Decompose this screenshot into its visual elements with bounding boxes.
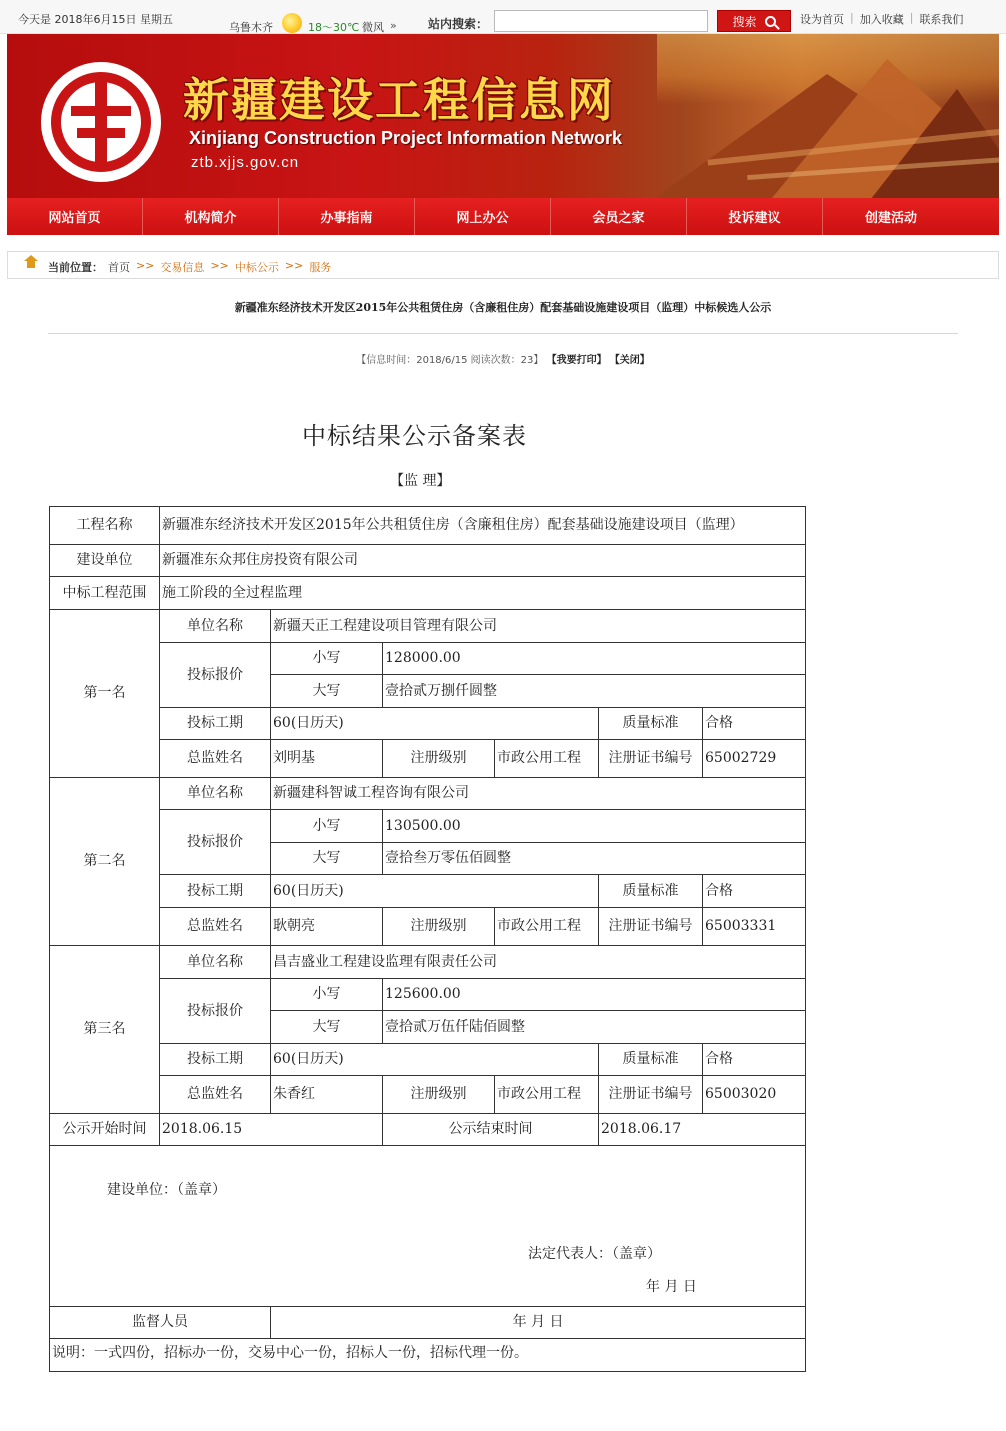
nav-item-members[interactable]: 会员之家 <box>551 198 687 235</box>
table-row <box>50 946 806 979</box>
candidate-bid-big: 壹拾贰万伍仟陆佰圆整 <box>383 1011 806 1044</box>
site-banner <box>7 34 999 198</box>
site-logo[interactable] <box>41 62 161 182</box>
big-label: 大写 <box>271 1011 383 1044</box>
site-title: 新疆建设工程信息网 <box>183 73 615 127</box>
monitor-label: 监督人员 <box>50 1307 271 1339</box>
candidate-cert-no: 65002729 <box>703 740 806 778</box>
logo-bar <box>77 128 125 138</box>
small-label: 小写 <box>271 810 383 843</box>
search-button[interactable] <box>717 10 791 32</box>
candidate-quality: 合格 <box>703 1044 806 1076</box>
quality-label: 质量标准 <box>599 1044 703 1076</box>
scope-label: 中标工程范围 <box>50 577 160 610</box>
big-label: 大写 <box>271 843 383 875</box>
candidate-reg-level: 市政公用工程 <box>495 1076 599 1114</box>
table-row <box>50 740 806 778</box>
article-info: 【信息时间：2018/6/15 阅读次数：23】 <box>356 355 544 366</box>
breadcrumb-separator: >> <box>136 259 155 272</box>
breadcrumb-item-award[interactable]: 中标公示 <box>234 261 279 274</box>
article-title: 新疆准东经济技术开发区2015年公共租赁住房（含廉租住房）配套基础设施建设项目（监理）中标候选人公示 <box>234 301 772 314</box>
top-links <box>800 11 963 27</box>
reg-level-label: 注册级别 <box>383 740 495 778</box>
quality-label: 质量标准 <box>599 875 703 908</box>
duration-label: 投标工期 <box>160 1044 271 1076</box>
candidate-quality: 合格 <box>703 875 806 908</box>
quality-label: 质量标准 <box>599 708 703 740</box>
bid-label: 投标报价 <box>160 979 271 1044</box>
candidate-duration: 60(日历天) <box>271 875 599 908</box>
table-row <box>50 875 806 908</box>
candidate-reg-level: 市政公用工程 <box>495 908 599 946</box>
candidate-reg-level: 市政公用工程 <box>495 740 599 778</box>
candidate-rank: 第一名 <box>50 610 160 778</box>
reg-level-label: 注册级别 <box>383 1076 495 1114</box>
logo-bar <box>95 80 107 164</box>
table-row <box>50 1146 806 1307</box>
builder-label: 建设单位 <box>50 545 160 577</box>
top-bar <box>0 0 1006 34</box>
article-meta <box>0 351 1006 366</box>
table-row <box>50 908 806 946</box>
duration-label: 投标工期 <box>160 875 271 908</box>
breadcrumb-separator: >> <box>284 259 304 272</box>
add-favorite-link[interactable]: 加入收藏 <box>859 13 904 26</box>
table-row <box>50 1307 806 1339</box>
sign-builder: 建设单位：（盖章） <box>107 1182 226 1198</box>
breadcrumb-separator: >> <box>210 259 229 272</box>
cert-no-label: 注册证书编号 <box>599 740 703 778</box>
site-domain: ztb.xjjs.gov.cn <box>191 154 300 171</box>
end-value: 2018.06.17 <box>599 1114 806 1146</box>
candidate-cert-no: 65003020 <box>703 1076 806 1114</box>
project-name-value: 新疆准东经济技术开发区2015年公共租赁住房（含廉租住房）配套基础设施建设项目（监理） <box>160 507 806 545</box>
table-row <box>50 545 806 577</box>
supervisor-label: 总监姓名 <box>160 908 271 946</box>
project-name-label: 工程名称 <box>50 507 160 545</box>
close-link[interactable]: 【关闭】 <box>609 355 650 366</box>
table-row <box>50 577 806 610</box>
candidate-cert-no: 65003331 <box>703 908 806 946</box>
end-label: 公示结束时间 <box>383 1114 599 1146</box>
search-button-label: 搜索 <box>732 14 757 29</box>
nav-item-guide[interactable]: 办事指南 <box>279 198 415 235</box>
sign-date: 年 月 日 <box>646 1279 697 1295</box>
duration-label: 投标工期 <box>160 708 271 740</box>
unit-label: 单位名称 <box>160 778 271 810</box>
big-label: 大写 <box>271 675 383 708</box>
start-label: 公示开始时间 <box>50 1114 160 1146</box>
small-label: 小写 <box>271 643 383 675</box>
candidate-bid-big: 壹拾贰万捌仟圆整 <box>383 675 806 708</box>
candidate-unit: 昌吉盛业工程建设监理有限责任公司 <box>271 946 806 979</box>
print-link[interactable]: 【我要打印】 <box>546 355 607 366</box>
candidate-bid-small: 125600.00 <box>383 979 806 1011</box>
breadcrumb-label: 当前位置： <box>48 261 103 274</box>
candidate-bid-small: 130500.00 <box>383 810 806 843</box>
table-row <box>50 1076 806 1114</box>
nav-item-about[interactable]: 机构简介 <box>143 198 279 235</box>
candidate-duration: 60(日历天) <box>271 1044 599 1076</box>
note-text: 说明：一式四份，招标办一份，交易中心一份，招标人一份，招标代理一份。 <box>50 1339 806 1372</box>
candidate-rank: 第三名 <box>50 946 160 1114</box>
start-value: 2018.06.15 <box>160 1114 383 1146</box>
home-icon <box>25 260 37 270</box>
small-label: 小写 <box>271 979 383 1011</box>
site-subtitle: Xinjiang Construction Project Information Network <box>189 128 623 148</box>
table-row <box>50 979 806 1011</box>
unit-label: 单位名称 <box>160 946 271 979</box>
doc-subtitle: 【监 理】 <box>390 473 451 489</box>
table-row <box>50 708 806 740</box>
table-row <box>50 1114 806 1146</box>
search-label: 站内搜索： <box>428 17 489 31</box>
table-row <box>50 1044 806 1076</box>
nav-item-office[interactable]: 网上办公 <box>415 198 551 235</box>
link-separator: | <box>909 11 914 24</box>
builder-value: 新疆准东众邦住房投资有限公司 <box>160 545 806 577</box>
sun-icon <box>282 13 302 33</box>
link-separator: | <box>850 11 854 24</box>
candidate-quality: 合格 <box>703 708 806 740</box>
weather-more-icon[interactable]: » <box>390 19 397 32</box>
contact-us-link[interactable]: 联系我们 <box>919 13 964 26</box>
nav-item-home[interactable]: 网站首页 <box>7 198 143 235</box>
breadcrumb-item-home[interactable]: 首页 <box>108 261 130 274</box>
signature-block <box>50 1146 806 1307</box>
candidate-supervisor: 耿朝亮 <box>271 908 383 946</box>
divider <box>48 333 958 334</box>
search-icon <box>765 16 776 27</box>
doc-title: 中标结果公示备案表 <box>302 422 527 450</box>
candidate-rank: 第二名 <box>50 778 160 946</box>
cert-no-label: 注册证书编号 <box>599 1076 703 1114</box>
weather-city: 乌鲁木齐 <box>229 21 273 34</box>
monitor-date: 年 月 日 <box>271 1307 806 1339</box>
breadcrumb-trail <box>108 259 331 275</box>
supervisor-label: 总监姓名 <box>160 1076 271 1114</box>
set-homepage-link[interactable]: 设为首页 <box>800 13 844 26</box>
date-text: 今天是 2018年6月15日 星期五 <box>18 13 173 26</box>
bid-label: 投标报价 <box>160 643 271 708</box>
breadcrumb-item-service[interactable]: 服务 <box>309 261 332 274</box>
candidate-bid-small: 128000.00 <box>383 643 806 675</box>
cert-no-label: 注册证书编号 <box>599 908 703 946</box>
breadcrumb <box>7 251 999 279</box>
nav-item-complaints[interactable]: 投诉建议 <box>687 198 823 235</box>
supervisor-label: 总监姓名 <box>160 740 271 778</box>
weather-wind: 微风 <box>362 21 384 34</box>
nav-item-activities[interactable]: 创建活动 <box>864 211 917 226</box>
table-row <box>50 1339 806 1372</box>
unit-label: 单位名称 <box>160 610 271 643</box>
award-table <box>49 506 806 1372</box>
scope-value: 施工阶段的全过程监理 <box>160 577 806 610</box>
candidate-unit: 新疆天正工程建设项目管理有限公司 <box>271 610 806 643</box>
table-row <box>50 778 806 810</box>
table-row <box>50 610 806 643</box>
search-input[interactable] <box>494 10 708 32</box>
candidate-duration: 60(日历天) <box>271 708 599 740</box>
candidate-supervisor: 刘明基 <box>271 740 383 778</box>
sign-representative: 法定代表人：（盖章） <box>528 1246 661 1262</box>
table-row <box>50 507 806 545</box>
table-row <box>50 810 806 843</box>
main-nav <box>7 198 999 235</box>
bid-label: 投标报价 <box>160 810 271 875</box>
candidate-supervisor: 朱香红 <box>271 1076 383 1114</box>
weather-temp: 18～30℃ <box>308 21 360 34</box>
candidate-bid-big: 壹拾叁万零伍佰圆整 <box>383 843 806 875</box>
reg-level-label: 注册级别 <box>383 908 495 946</box>
breadcrumb-item-trade[interactable]: 交易信息 <box>160 261 205 274</box>
logo-bar <box>71 106 131 116</box>
table-row <box>50 643 806 675</box>
candidate-unit: 新疆建科智诚工程咨询有限公司 <box>271 778 806 810</box>
